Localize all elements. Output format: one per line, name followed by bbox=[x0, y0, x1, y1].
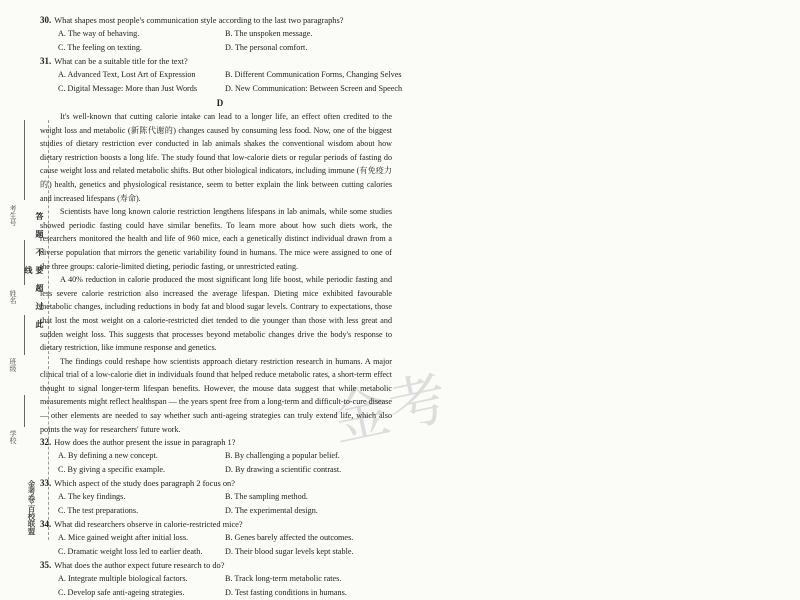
option-row bbox=[40, 68, 800, 82]
class-label: 班级 bbox=[9, 358, 17, 372]
question-stem bbox=[40, 55, 800, 68]
option-a[interactable]: A. Mice gained weight after initial loss. bbox=[58, 533, 189, 543]
option-row bbox=[40, 531, 800, 545]
question-33 bbox=[40, 477, 800, 518]
name-label: 姓名 bbox=[9, 290, 17, 304]
question-text: What did researchers observe in calorie-restricted mice? bbox=[54, 520, 243, 530]
question-35 bbox=[40, 559, 800, 600]
question-stem bbox=[40, 518, 800, 531]
option-b[interactable]: B. The sampling method. bbox=[225, 492, 308, 502]
option-c[interactable]: C. Develop safe anti-ageing strategies. bbox=[58, 588, 185, 598]
class-line bbox=[24, 315, 25, 355]
question-text: What can be a suitable title for the text? bbox=[54, 57, 188, 66]
section-heading: D bbox=[216, 98, 224, 108]
passage-paragraph-3: A 40% reduction in calorie produced the most significant long life boost, while periodic fasting and less severe calorie restriction also increased the average lifespan. Dieting mice exhibited favourable metabolic changes, including reductions in body fat and blood sugar levels. Contrary to expectations, those that lost the most weight on a calorie-restricted diet tended to die younger than those with less great and sudden weight loss. This suggests that processes beyond metabolic changes drive the body's response to dietary restriction, like immune response and genetics. bbox=[40, 275, 392, 353]
option-c[interactable]: C. Digital Message: More than Just Words bbox=[58, 84, 198, 93]
option-d[interactable]: D. By drawing a scientific contrast. bbox=[225, 465, 342, 475]
question-text: How does the author present the issue in paragraph 1? bbox=[54, 438, 236, 448]
option-d[interactable]: D. The personal comfort. bbox=[225, 43, 308, 52]
school-label: 学校 bbox=[9, 430, 17, 444]
exam-number-line bbox=[24, 120, 25, 200]
option-row bbox=[40, 449, 800, 463]
option-row bbox=[40, 463, 800, 477]
series-label: 金考卷·百校联盟 bbox=[27, 480, 36, 536]
passage-paragraph-4: The findings could reshape how scientists approach dietary restriction research in humans. A major clinical trial of a low-calorie diet in individuals found that helped reduce metabolic rates, a short-term effect thought to signal longer-term lifespan benefits. However, the mouse data suggest that while metabolic measurements might reflect healthspan — the years spent free from a long-term and difficult-to-cure disease — other elements are needed to say whether such anti-ageing strategies can truly extend life, which also points the way for researchers' future work. bbox=[40, 356, 392, 434]
option-row bbox=[40, 490, 800, 504]
question-number: 33. bbox=[40, 478, 52, 489]
question-30 bbox=[40, 14, 800, 55]
option-d[interactable]: D. Their blood sugar levels kept stable. bbox=[225, 547, 354, 557]
option-c[interactable]: C. By giving a specific example. bbox=[58, 465, 166, 475]
question-31 bbox=[40, 55, 800, 96]
question-number: 31. bbox=[40, 56, 52, 66]
passage-paragraph-1: It's well-known that cutting calorie intake can lead to a longer life, an effect often credited to the weight loss and metabolic (新陈代谢的) changes caused by consuming less food. Now, one of the biggest studies of dietary restriction ever conducted in lab animals shakes the conventional wisdom about how dietary restriction boosts a long life. The study found that low-calorie diets or regular periods of fasting do cause weight loss and related metabolic shifts. But other biological indicators, including immune (有免疫力的) health, genetics and physiological resistance, seem to better explain the link between cutting calories and increased lifespans (寿命). bbox=[40, 112, 392, 203]
question-stem bbox=[40, 559, 800, 572]
option-b[interactable]: B. Genes barely affected the outcomes. bbox=[225, 533, 354, 543]
school-line bbox=[24, 395, 25, 427]
option-row bbox=[40, 586, 800, 600]
question-number: 30. bbox=[40, 15, 52, 25]
question-text: Which aspect of the study does paragraph 2 focus on? bbox=[54, 479, 235, 489]
option-row bbox=[40, 572, 800, 586]
question-34 bbox=[40, 518, 800, 559]
option-b[interactable]: B. Track long-term metabolic rates. bbox=[225, 574, 342, 584]
option-row bbox=[40, 82, 800, 96]
option-a[interactable]: A. Integrate multiple biological factors. bbox=[58, 574, 188, 584]
option-row bbox=[40, 41, 800, 55]
option-a[interactable]: A. The way of behaving. bbox=[58, 29, 140, 38]
question-stem bbox=[40, 14, 800, 27]
option-row bbox=[40, 545, 800, 559]
question-number: 32. bbox=[40, 437, 52, 448]
option-b[interactable]: B. Different Communication Forms, Changing Selves bbox=[225, 70, 402, 79]
binding-margin bbox=[0, 0, 44, 560]
exam-content bbox=[40, 14, 800, 600]
option-row bbox=[40, 27, 800, 41]
option-a[interactable]: A. The key findings. bbox=[58, 492, 126, 502]
option-row bbox=[40, 504, 800, 518]
question-stem bbox=[40, 436, 800, 449]
option-b[interactable]: B. The unspoken message. bbox=[225, 29, 313, 38]
option-d[interactable]: D. New Communication: Between Screen and Speech bbox=[225, 84, 403, 93]
exam-number-label: 考生号 bbox=[9, 205, 17, 226]
question-number: 34. bbox=[40, 519, 52, 530]
option-d[interactable]: D. The experimental design. bbox=[225, 506, 318, 516]
passage-paragraph-2: Scientists have long known calorie restriction lengthens lifespans in lab animals, while some studies showed periodic fasting could have similar benefits. To learn more about how such diets work, the researchers monitored the health and life of 960 mice, each a genetically distinct individual drawn from a diverse population that mirrors the genetic variability found in humans. The mice were assigned to one of the three groups: calorie-limited dieting, periodic fasting, or unrestricted eating. bbox=[40, 207, 392, 271]
binding-warning: 答题不要超过此线 bbox=[24, 212, 44, 338]
option-b[interactable]: B. By challenging a popular belief. bbox=[225, 451, 340, 461]
option-d[interactable]: D. Test fasting conditions in humans. bbox=[225, 588, 347, 598]
option-a[interactable]: A. By defining a new concept. bbox=[58, 451, 158, 461]
option-c[interactable]: C. The test preparations. bbox=[58, 506, 139, 516]
option-c[interactable]: C. The feeling on texting. bbox=[58, 43, 142, 52]
question-number: 35. bbox=[40, 560, 52, 571]
question-text: What does the author expect future research to do? bbox=[54, 561, 225, 571]
option-a[interactable]: A. Advanced Text, Lost Art of Expression bbox=[58, 70, 196, 79]
question-stem bbox=[40, 477, 800, 490]
option-c[interactable]: C. Dramatic weight loss led to earlier death. bbox=[58, 547, 203, 557]
watermark: 金考 bbox=[325, 363, 453, 455]
question-32 bbox=[40, 436, 800, 477]
question-text: What shapes most people's communication style according to the last two paragraphs? bbox=[54, 16, 344, 25]
